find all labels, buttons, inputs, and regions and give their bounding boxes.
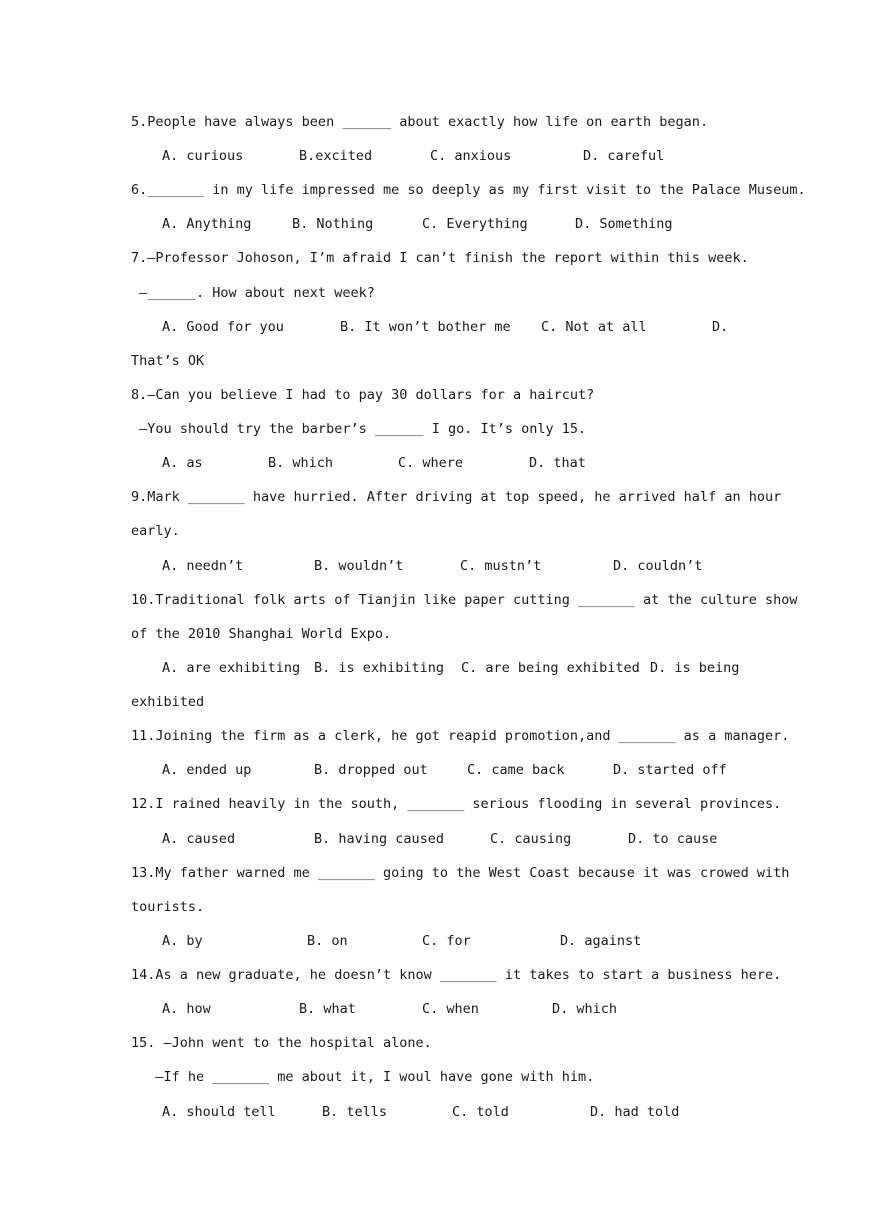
question-9-option-c: C. mustn’t — [460, 558, 542, 574]
question-6-stem-line-1: 6._______ in my life impressed me so deeply as my first visit to the Palace Museum. — [131, 182, 806, 198]
question-11-option-d: D. started off — [613, 762, 727, 778]
question-7-option-d: D. — [712, 319, 729, 335]
question-8-stem-line-2: —You should try the barber’s ______ I go. It’s only 15. — [131, 421, 587, 437]
question-10-option-d: D. is being — [650, 660, 740, 676]
question-13-stem-line-2: tourists. — [131, 899, 205, 915]
question-15-option-a: A. should tell — [162, 1104, 276, 1120]
question-11-option-a: A. ended up — [162, 762, 252, 778]
question-7-stem-line-2: —______. How about next week? — [131, 285, 375, 301]
question-13-option-b: B. on — [307, 933, 348, 949]
question-8-option-a: A. as — [162, 455, 203, 471]
question-5-option-a: A. curious — [162, 148, 244, 164]
question-8-option-b: B. which — [268, 455, 334, 471]
question-13-option-a: A. by — [162, 933, 203, 949]
question-5-stem-line-1: 5.People have always been ______ about exactly how life on earth began. — [131, 114, 709, 130]
question-10-option-b: B. is exhibiting — [314, 660, 445, 676]
question-15-stem-line-2: —If he _______ me about it, I woul have gone with him. — [131, 1069, 595, 1085]
question-12-option-b: B. having caused — [314, 831, 445, 847]
question-5-option-d: D. careful — [583, 148, 665, 164]
question-15-option-b: B. tells — [322, 1104, 388, 1120]
question-10-stem-line-1: 10.Traditional folk arts of Tianjin like paper cutting _______ at the culture show — [131, 592, 798, 608]
question-12-option-c: C. causing — [490, 831, 572, 847]
question-14-stem-line-1: 14.As a new graduate, he doesn’t know _______ it takes to start a business here. — [131, 967, 782, 983]
question-15-option-c: C. told — [452, 1104, 509, 1120]
question-5-option-c: C. anxious — [430, 148, 512, 164]
question-11-option-c: C. came back — [467, 762, 565, 778]
question-7-option-c: C. Not at all — [541, 319, 647, 335]
question-14-option-a: A. how — [162, 1001, 211, 1017]
question-5-option-b: B.excited — [299, 148, 373, 164]
question-6-option-a: A. Anything — [162, 216, 252, 232]
question-6-option-d: D. Something — [575, 216, 673, 232]
question-10-option-c: C. are being exhibited — [461, 660, 640, 676]
question-7-stem-line-1: 7.—Professor Johoson, I’m afraid I can’t finish the report within this week. — [131, 250, 749, 266]
question-8-stem-line-1: 8.—Can you believe I had to pay 30 dollars for a haircut? — [131, 387, 595, 403]
question-6-option-b: B. Nothing — [292, 216, 374, 232]
question-9-option-d: D. couldn’t — [613, 558, 703, 574]
question-14-option-c: C. when — [422, 1001, 479, 1017]
question-11-option-b: B. dropped out — [314, 762, 428, 778]
question-12-stem-line-1: 12.I rained heavily in the south, _______ serious flooding in several provinces. — [131, 796, 782, 812]
question-9-stem-line-1: 9.Mark _______ have hurried. After driving at top speed, he arrived half an hour — [131, 489, 782, 505]
question-13-option-d: D. against — [560, 933, 642, 949]
question-7-option-b: B. It won’t bother me — [340, 319, 511, 335]
question-13-option-c: C. for — [422, 933, 471, 949]
question-10-stem-line-2: of the 2010 Shanghai World Expo. — [131, 626, 392, 642]
question-7-option-d-continued: That’s OK — [131, 353, 205, 369]
question-9-stem-line-2: early. — [131, 523, 180, 539]
question-12-option-a: A. caused — [162, 831, 236, 847]
question-15-stem-line-1: 15. —John went to the hospital alone. — [131, 1035, 432, 1051]
question-10-option-a: A. are exhibiting — [162, 660, 301, 676]
question-14-option-b: B. what — [299, 1001, 356, 1017]
question-8-option-d: D. that — [529, 455, 586, 471]
question-7-option-a: A. Good for you — [162, 319, 284, 335]
question-9-option-a: A. needn’t — [162, 558, 244, 574]
question-11-stem-line-1: 11.Joining the firm as a clerk, he got reapid promotion,and _______ as a manager. — [131, 728, 790, 744]
question-15-option-d: D. had told — [590, 1104, 680, 1120]
question-10-option-d-continued: exhibited — [131, 694, 205, 710]
question-13-stem-line-1: 13.My father warned me _______ going to the West Coast because it was crowed with — [131, 865, 790, 881]
question-8-option-c: C. where — [398, 455, 464, 471]
question-14-option-d: D. which — [552, 1001, 618, 1017]
question-9-option-b: B. wouldn’t — [314, 558, 404, 574]
question-12-option-d: D. to cause — [628, 831, 718, 847]
question-6-option-c: C. Everything — [422, 216, 528, 232]
